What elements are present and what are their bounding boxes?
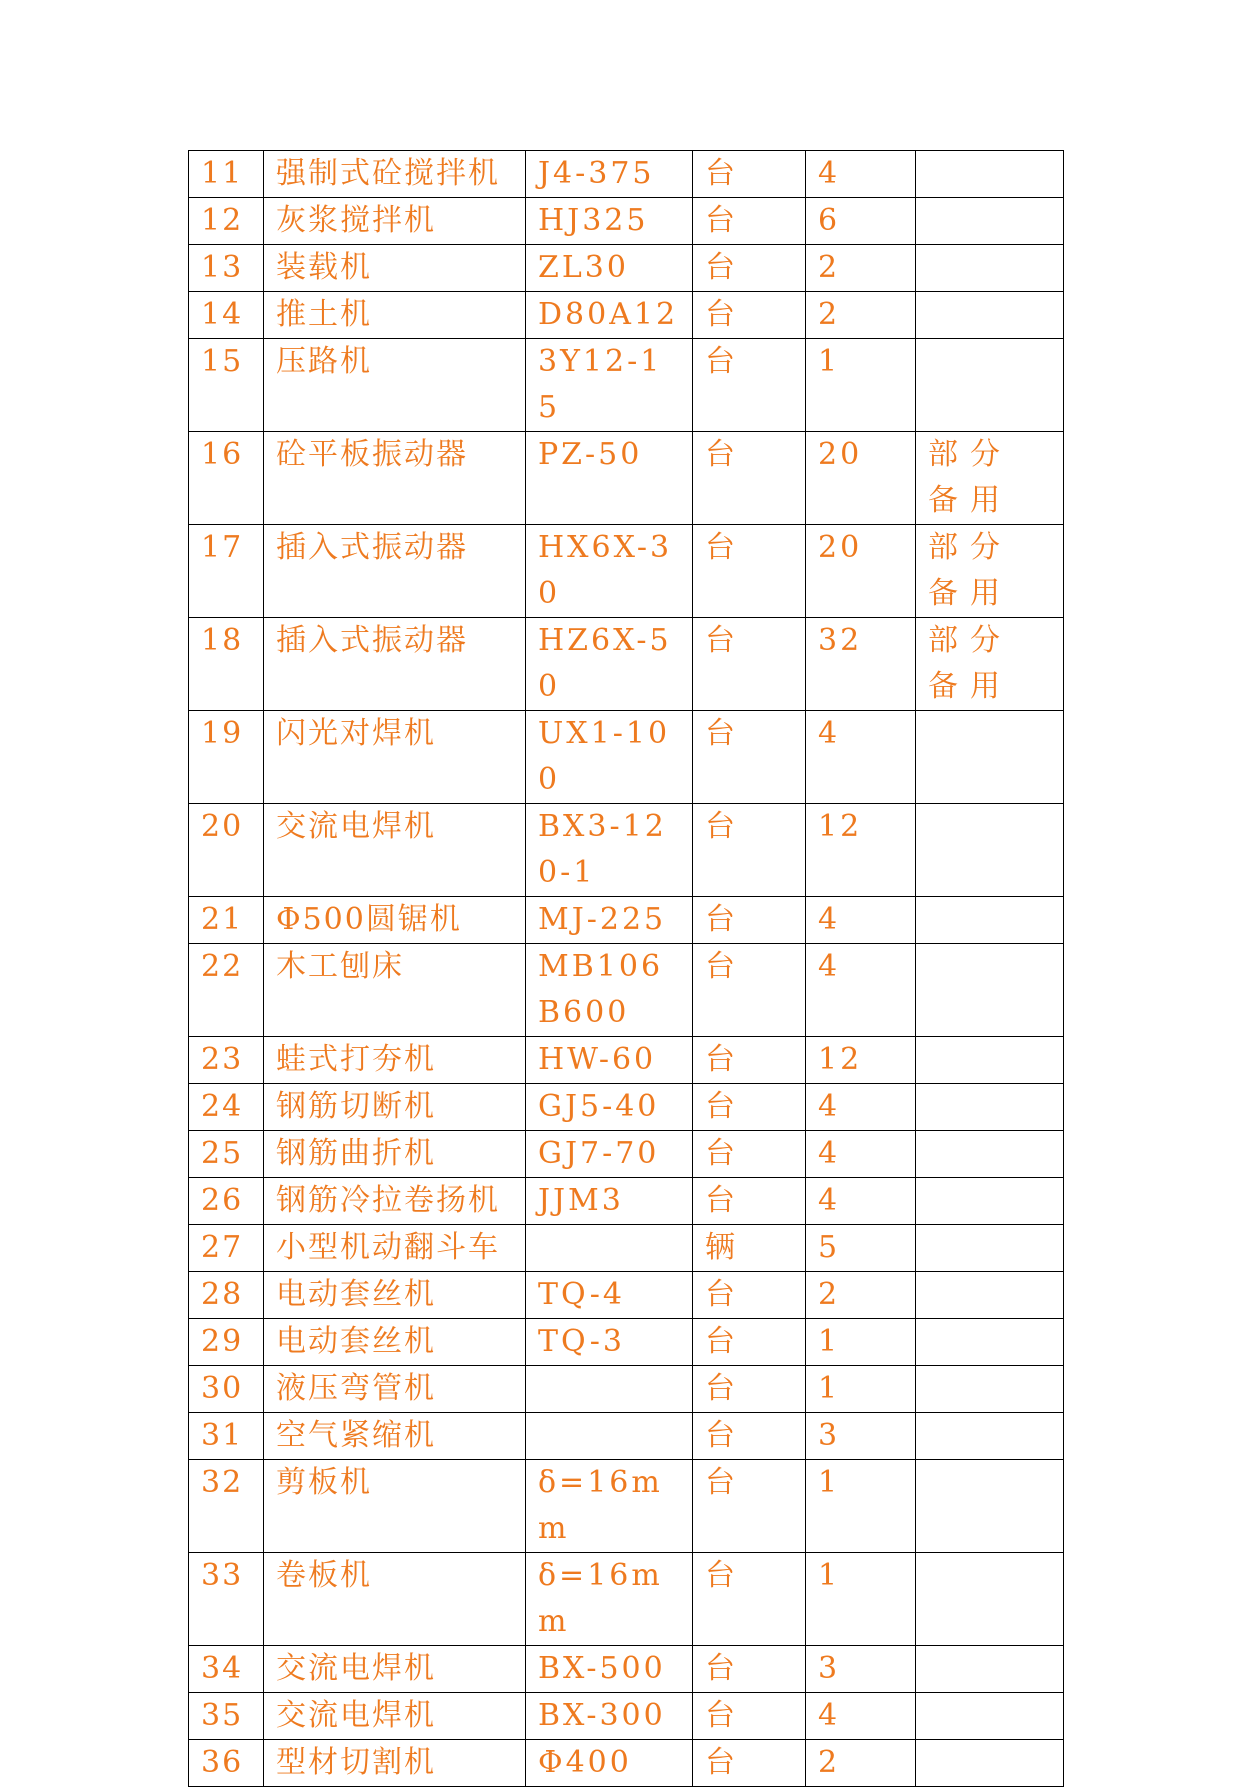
equipment-name-cell: 灰浆搅拌机 xyxy=(264,198,526,245)
remarks-cell xyxy=(916,1178,1064,1225)
model-cell: BX-500 xyxy=(526,1646,693,1693)
remarks-cell xyxy=(916,292,1064,339)
table-row xyxy=(189,1460,1064,1553)
item-number-cell: 34 xyxy=(189,1646,264,1693)
model-cell: MB106B600 xyxy=(526,944,693,1037)
item-number-cell: 28 xyxy=(189,1272,264,1319)
model-cell xyxy=(526,1225,693,1272)
table-row xyxy=(189,1646,1064,1693)
unit-cell: 台 xyxy=(693,944,806,1037)
equipment-name-cell: 插入式振动器 xyxy=(264,618,526,711)
item-number-cell: 12 xyxy=(189,198,264,245)
quantity-cell: 4 xyxy=(806,1693,916,1740)
equipment-name-cell: 电动套丝机 xyxy=(264,1272,526,1319)
model-cell: JJM3 xyxy=(526,1178,693,1225)
unit-cell: 辆 xyxy=(693,1225,806,1272)
model-cell: HX6X-30 xyxy=(526,525,693,618)
item-number-cell: 11 xyxy=(189,151,264,198)
remarks-cell xyxy=(916,1225,1064,1272)
unit-cell: 台 xyxy=(693,1037,806,1084)
equipment-name-cell: 装载机 xyxy=(264,245,526,292)
quantity-cell: 32 xyxy=(806,618,916,711)
quantity-cell: 1 xyxy=(806,1366,916,1413)
item-number-cell: 29 xyxy=(189,1319,264,1366)
table-row xyxy=(189,151,1064,198)
table-row xyxy=(189,618,1064,711)
table-row xyxy=(189,1037,1064,1084)
unit-cell: 台 xyxy=(693,1131,806,1178)
item-number-cell: 14 xyxy=(189,292,264,339)
remarks-cell: 部分备用 xyxy=(916,525,1064,618)
model-cell: PZ-50 xyxy=(526,432,693,525)
unit-cell: 台 xyxy=(693,245,806,292)
model-cell: δ=16mm xyxy=(526,1553,693,1646)
quantity-cell: 4 xyxy=(806,151,916,198)
quantity-cell: 20 xyxy=(806,525,916,618)
unit-cell: 台 xyxy=(693,1366,806,1413)
remarks-cell xyxy=(916,1272,1064,1319)
remarks-cell xyxy=(916,897,1064,944)
model-cell: HW-60 xyxy=(526,1037,693,1084)
unit-cell: 台 xyxy=(693,1319,806,1366)
model-cell: UX1-100 xyxy=(526,711,693,804)
model-cell: GJ5-40 xyxy=(526,1084,693,1131)
quantity-cell: 3 xyxy=(806,1413,916,1460)
equipment-name-cell: 卷板机 xyxy=(264,1553,526,1646)
table-row xyxy=(189,1553,1064,1646)
remarks-cell xyxy=(916,944,1064,1037)
unit-cell: 台 xyxy=(693,525,806,618)
table-row xyxy=(189,1272,1064,1319)
model-cell: BX3-120-1 xyxy=(526,804,693,897)
equipment-name-cell: 小型机动翻斗车 xyxy=(264,1225,526,1272)
equipment-name-cell: 钢筋曲折机 xyxy=(264,1131,526,1178)
model-cell: TQ-3 xyxy=(526,1319,693,1366)
equipment-name-cell: 剪板机 xyxy=(264,1460,526,1553)
item-number-cell: 26 xyxy=(189,1178,264,1225)
equipment-name-cell: 插入式振动器 xyxy=(264,525,526,618)
quantity-cell: 2 xyxy=(806,1740,916,1787)
remarks-cell xyxy=(916,1646,1064,1693)
model-cell: ZL30 xyxy=(526,245,693,292)
unit-cell: 台 xyxy=(693,1413,806,1460)
equipment-table xyxy=(188,150,1064,1787)
model-cell: Φ400 xyxy=(526,1740,693,1787)
item-number-cell: 13 xyxy=(189,245,264,292)
table-row xyxy=(189,525,1064,618)
item-number-cell: 17 xyxy=(189,525,264,618)
remarks-cell: 部分备用 xyxy=(916,618,1064,711)
equipment-name-cell: 蛙式打夯机 xyxy=(264,1037,526,1084)
model-cell: HJ325 xyxy=(526,198,693,245)
table-row xyxy=(189,432,1064,525)
equipment-name-cell: 木工刨床 xyxy=(264,944,526,1037)
model-cell: TQ-4 xyxy=(526,1272,693,1319)
remarks-cell xyxy=(916,1084,1064,1131)
unit-cell: 台 xyxy=(693,1646,806,1693)
unit-cell: 台 xyxy=(693,1693,806,1740)
model-cell: HZ6X-50 xyxy=(526,618,693,711)
quantity-cell: 1 xyxy=(806,1553,916,1646)
item-number-cell: 31 xyxy=(189,1413,264,1460)
quantity-cell: 2 xyxy=(806,245,916,292)
quantity-cell: 20 xyxy=(806,432,916,525)
model-cell: MJ-225 xyxy=(526,897,693,944)
remarks-cell xyxy=(916,245,1064,292)
item-number-cell: 24 xyxy=(189,1084,264,1131)
item-number-cell: 22 xyxy=(189,944,264,1037)
table-row xyxy=(189,1131,1064,1178)
unit-cell: 台 xyxy=(693,1178,806,1225)
table-row xyxy=(189,1178,1064,1225)
table-row xyxy=(189,1366,1064,1413)
table-row xyxy=(189,198,1064,245)
unit-cell: 台 xyxy=(693,1553,806,1646)
quantity-cell: 1 xyxy=(806,1319,916,1366)
quantity-cell: 4 xyxy=(806,1084,916,1131)
item-number-cell: 16 xyxy=(189,432,264,525)
equipment-name-cell: 钢筋冷拉卷扬机 xyxy=(264,1178,526,1225)
table-row xyxy=(189,804,1064,897)
remarks-cell xyxy=(916,1131,1064,1178)
quantity-cell: 4 xyxy=(806,1178,916,1225)
quantity-cell: 1 xyxy=(806,1460,916,1553)
item-number-cell: 27 xyxy=(189,1225,264,1272)
table-row xyxy=(189,339,1064,432)
unit-cell: 台 xyxy=(693,1084,806,1131)
model-cell: δ=16mm xyxy=(526,1460,693,1553)
quantity-cell: 4 xyxy=(806,711,916,804)
table-row xyxy=(189,1413,1064,1460)
table-row xyxy=(189,292,1064,339)
remarks-cell xyxy=(916,1460,1064,1553)
table-row xyxy=(189,1084,1064,1131)
quantity-cell: 12 xyxy=(806,804,916,897)
item-number-cell: 32 xyxy=(189,1460,264,1553)
quantity-cell: 2 xyxy=(806,1272,916,1319)
model-cell: GJ7-70 xyxy=(526,1131,693,1178)
equipment-table-body xyxy=(189,151,1064,1787)
remarks-cell xyxy=(916,1366,1064,1413)
unit-cell: 台 xyxy=(693,1460,806,1553)
model-cell xyxy=(526,1366,693,1413)
unit-cell: 台 xyxy=(693,618,806,711)
table-row xyxy=(189,897,1064,944)
item-number-cell: 35 xyxy=(189,1693,264,1740)
remarks-cell xyxy=(916,1553,1064,1646)
equipment-name-cell: 空气紧缩机 xyxy=(264,1413,526,1460)
equipment-name-cell: 推土机 xyxy=(264,292,526,339)
item-number-cell: 21 xyxy=(189,897,264,944)
unit-cell: 台 xyxy=(693,1272,806,1319)
remarks-cell xyxy=(916,1740,1064,1787)
equipment-name-cell: 液压弯管机 xyxy=(264,1366,526,1413)
equipment-name-cell: 交流电焊机 xyxy=(264,1693,526,1740)
model-cell xyxy=(526,1413,693,1460)
item-number-cell: 20 xyxy=(189,804,264,897)
model-cell: 3Y12-15 xyxy=(526,339,693,432)
item-number-cell: 23 xyxy=(189,1037,264,1084)
unit-cell: 台 xyxy=(693,151,806,198)
unit-cell: 台 xyxy=(693,804,806,897)
quantity-cell: 4 xyxy=(806,944,916,1037)
unit-cell: 台 xyxy=(693,711,806,804)
equipment-name-cell: Φ500圆锯机 xyxy=(264,897,526,944)
table-row xyxy=(189,1319,1064,1366)
quantity-cell: 3 xyxy=(806,1646,916,1693)
unit-cell: 台 xyxy=(693,292,806,339)
quantity-cell: 4 xyxy=(806,1131,916,1178)
table-row xyxy=(189,1225,1064,1272)
quantity-cell: 1 xyxy=(806,339,916,432)
equipment-name-cell: 型材切割机 xyxy=(264,1740,526,1787)
remarks-cell: 部分备用 xyxy=(916,432,1064,525)
quantity-cell: 5 xyxy=(806,1225,916,1272)
unit-cell: 台 xyxy=(693,198,806,245)
equipment-name-cell: 闪光对焊机 xyxy=(264,711,526,804)
unit-cell: 台 xyxy=(693,339,806,432)
remarks-cell xyxy=(916,1693,1064,1740)
remarks-cell xyxy=(916,1413,1064,1460)
unit-cell: 台 xyxy=(693,897,806,944)
remarks-cell xyxy=(916,804,1064,897)
quantity-cell: 6 xyxy=(806,198,916,245)
quantity-cell: 12 xyxy=(806,1037,916,1084)
remarks-cell xyxy=(916,339,1064,432)
remarks-cell xyxy=(916,1319,1064,1366)
equipment-name-cell: 交流电焊机 xyxy=(264,804,526,897)
item-number-cell: 18 xyxy=(189,618,264,711)
table-row xyxy=(189,944,1064,1037)
equipment-name-cell: 压路机 xyxy=(264,339,526,432)
item-number-cell: 33 xyxy=(189,1553,264,1646)
equipment-name-cell: 交流电焊机 xyxy=(264,1646,526,1693)
remarks-cell xyxy=(916,1037,1064,1084)
equipment-name-cell: 砼平板振动器 xyxy=(264,432,526,525)
quantity-cell: 2 xyxy=(806,292,916,339)
model-cell: J4-375 xyxy=(526,151,693,198)
unit-cell: 台 xyxy=(693,1740,806,1787)
remarks-cell xyxy=(916,198,1064,245)
table-row xyxy=(189,1740,1064,1787)
item-number-cell: 36 xyxy=(189,1740,264,1787)
equipment-name-cell: 强制式砼搅拌机 xyxy=(264,151,526,198)
table-row xyxy=(189,1693,1064,1740)
item-number-cell: 25 xyxy=(189,1131,264,1178)
item-number-cell: 19 xyxy=(189,711,264,804)
model-cell: BX-300 xyxy=(526,1693,693,1740)
quantity-cell: 4 xyxy=(806,897,916,944)
remarks-cell xyxy=(916,151,1064,198)
unit-cell: 台 xyxy=(693,432,806,525)
model-cell: D80A12 xyxy=(526,292,693,339)
item-number-cell: 15 xyxy=(189,339,264,432)
remarks-cell xyxy=(916,711,1064,804)
equipment-name-cell: 钢筋切断机 xyxy=(264,1084,526,1131)
table-row xyxy=(189,711,1064,804)
table-row xyxy=(189,245,1064,292)
item-number-cell: 30 xyxy=(189,1366,264,1413)
equipment-name-cell: 电动套丝机 xyxy=(264,1319,526,1366)
